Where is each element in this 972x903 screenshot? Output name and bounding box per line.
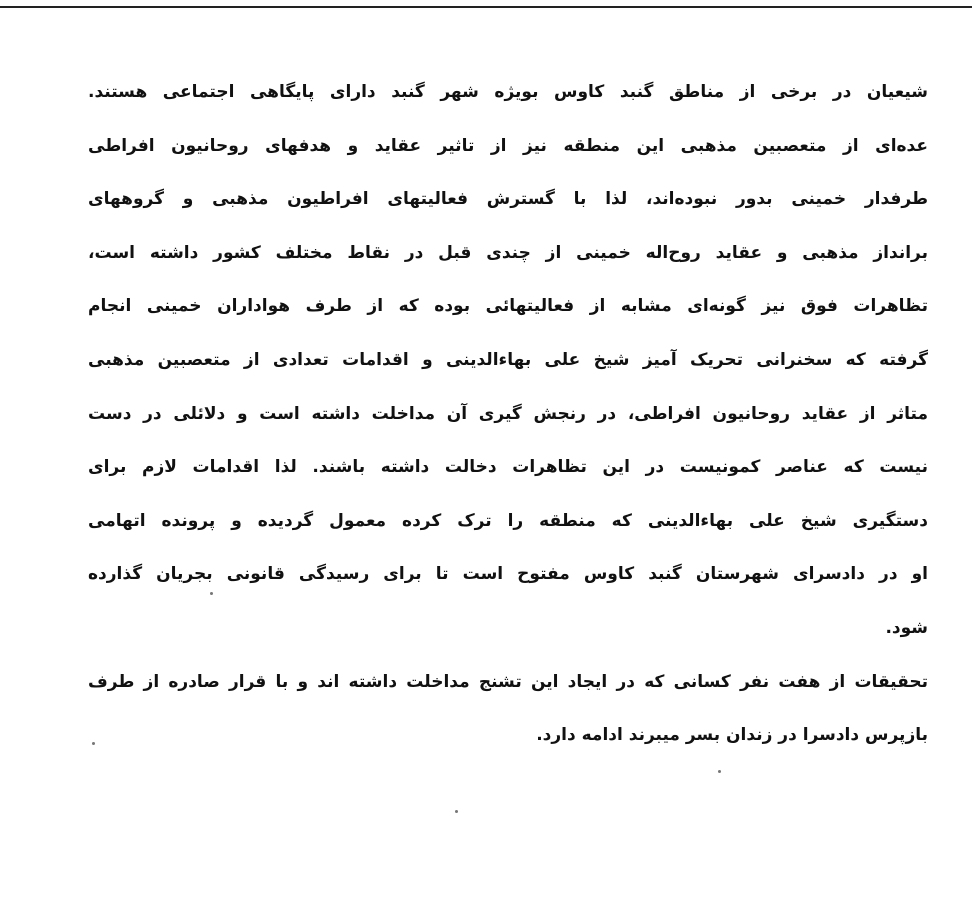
document-line: او در دادسرای شهرستان گنبد کاوس مفتوح است تا برای رسیدگی قانونی بجریان گذارده [88, 564, 928, 585]
document-line: متاثر از عقاید روحانیون افراطی، در رنجش گیری آن مداخلت داشته است و دلائلی در دست [88, 403, 928, 424]
document-line: عده‌ای از متعصبین مذهبی این منطقه نیز از تاثیر عقاید و هدفهای روحانیون افراطی [88, 135, 928, 156]
scan-speck [92, 742, 95, 745]
document-line: بازپرس دادسرا در زندان بسر میبرند ادامه دارد. [536, 725, 928, 746]
document-line: برانداز مذهبی و عقاید روح‌اله خمینی از چندی قبل در نقاط مختلف کشور داشته است، [88, 242, 928, 263]
scan-speck [455, 810, 458, 813]
document-line: تحقیقات از هفت نفر کسانی که در ایجاد این تشنج مداخلت داشته اند و با قرار صادره از طرف [88, 671, 928, 692]
document-line: طرفدار خمینی بدور نبوده‌اند، لذا با گسترش فعالیتهای افراطیون مذهبی و گروههای [88, 189, 928, 210]
document-line: تظاهرات فوق نیز گونه‌ای مشابه از فعالیتهائی بوده که از طرف هواداران خمینی انجام [88, 296, 928, 317]
document-line: گرفته که سخنرانی تحریک آمیز شیخ علی بهاءالدینی و اقدامات تعدادی از متعصبین مذهبی [88, 349, 928, 370]
scan-speck [210, 592, 213, 595]
document-line: دستگیری شیخ علی بهاءالدینی که منطقه را ترک کرده معمول گردیده و پرونده اتهامی [88, 510, 928, 531]
document-line: شود. [885, 617, 928, 638]
document-line: شیعیان در برخی از مناطق گنبد کاوس بویژه شهر گنبد دارای پایگاهی اجتماعی هستند. [88, 82, 928, 102]
document-line: نیست که عناصر کمونیست در این تظاهرات دخالت داشته باشند. لذا اقدامات لازم برای [88, 457, 928, 478]
scan-speck [718, 770, 721, 773]
document-body [88, 78, 928, 775]
top-border-line [0, 6, 972, 8]
